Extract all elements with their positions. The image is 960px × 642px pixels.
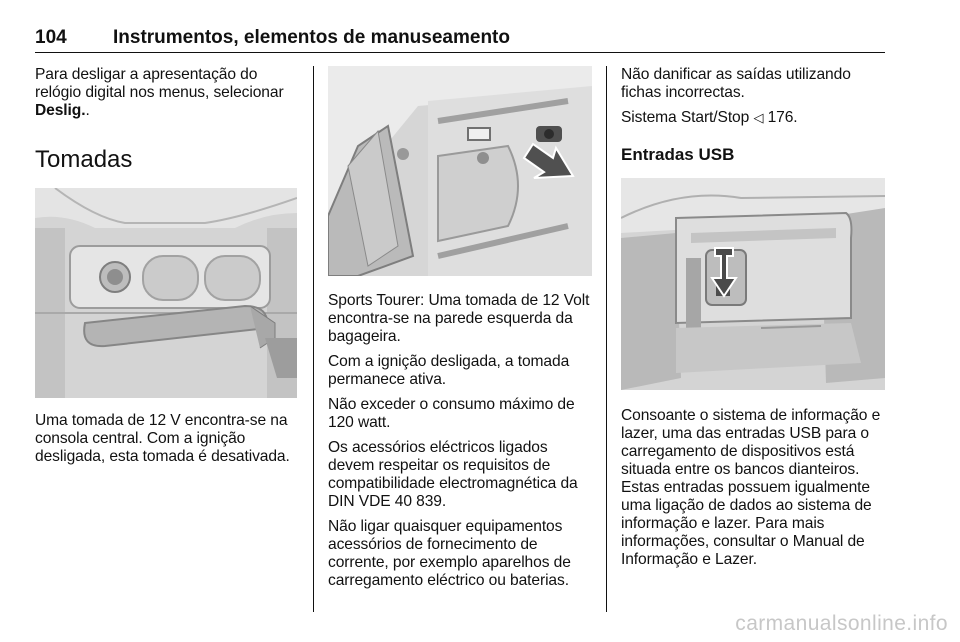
header-rule <box>35 52 885 53</box>
column-left <box>35 66 300 473</box>
usb-ports-image <box>621 178 885 390</box>
reference-page: 176. <box>767 109 798 126</box>
usb-description: Consoante o sistema de informação e lazer, uma das entradas USB para o carregamento de dispositivos está situada entre os bancos dianteiros. Estas entradas possuem igualmente uma ligação de dados ao sistema de informação e lazer. Para mais informações, consultar o Manual de Informação e Lazer. <box>621 407 881 568</box>
page-header-title: Instrumentos, elementos de manuseamento <box>113 27 510 48</box>
emc-paragraph: Os acessórios eléctricos ligados devem respeitar os requisitos de compatibilidade electromagnética da DIN VDE 40 839. <box>328 439 578 510</box>
column-divider-right <box>606 66 607 612</box>
watermark: carmanualsonline.info <box>735 612 948 635</box>
intro-text: Para desligar a apresentação do relógio digital nos menus, selecionar <box>35 66 284 101</box>
tomada-description: Uma tomada de 12 V encontra-se na consola central. Com a ignição desligada, esta tomada é desativada. <box>35 412 290 465</box>
no-charging-devices-paragraph: Não ligar quaisquer equipamentos acessórios de fornecimento de corrente, por exemplo aparelhos de carregamento eléctrico ou baterias. <box>328 518 571 589</box>
page-number: 104 <box>35 27 67 48</box>
reference-text: Sistema Start/Stop <box>621 109 750 126</box>
column-divider-left <box>313 66 314 612</box>
max-consumption-paragraph: Não exceder o consumo máximo de 120 watt. <box>328 396 575 431</box>
trunk-socket-image <box>328 66 592 276</box>
column-middle <box>328 66 593 597</box>
center-console-socket-image <box>35 188 297 398</box>
intro-paragraph <box>35 66 300 120</box>
deslig-menu-term: Deslig. <box>35 102 86 119</box>
page-reference-arrow-icon: ◁ <box>753 110 764 125</box>
start-stop-reference <box>621 109 887 127</box>
intro-end: . <box>85 102 90 119</box>
section-heading-tomadas: Tomadas <box>35 146 133 173</box>
sockets-damage-paragraph: Não danificar as saídas utilizando fichas incorrectas. <box>621 66 851 101</box>
sports-tourer-paragraph: Sports Tourer: Uma tomada de 12 Volt encontra-se na parede esquerda da bagageira. <box>328 292 590 345</box>
column-right <box>621 66 887 576</box>
section-heading-usb: Entradas USB <box>621 145 735 164</box>
page-header <box>35 26 885 52</box>
ignition-off-paragraph: Com a ignição desligada, a tomada permanece ativa. <box>328 353 570 388</box>
